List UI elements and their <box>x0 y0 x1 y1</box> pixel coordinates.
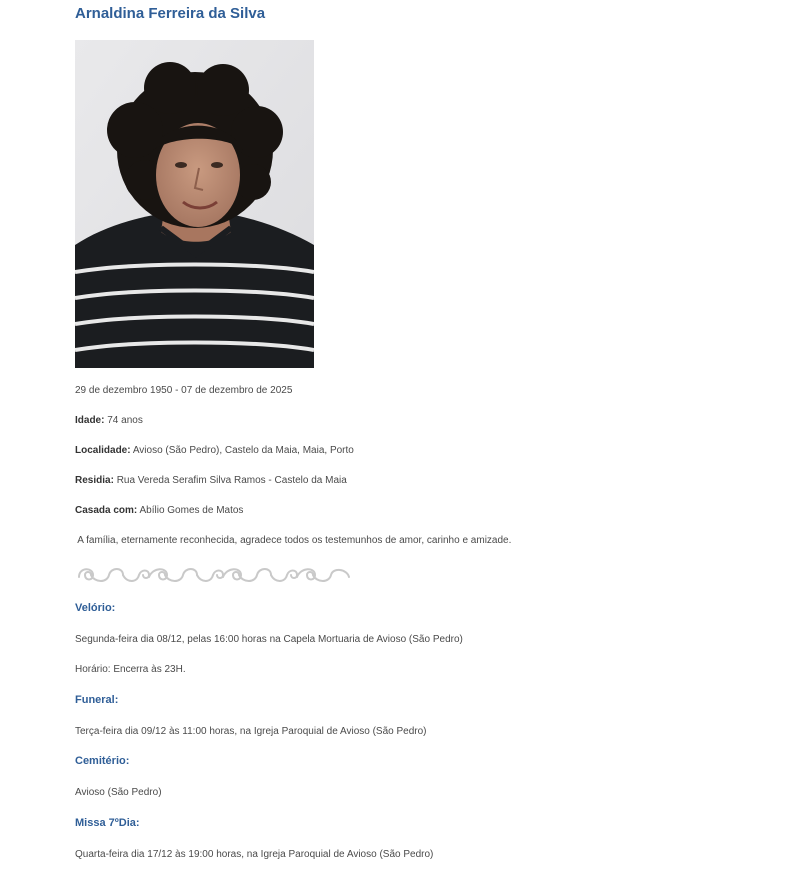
missa-heading: Missa 7ºDia: <box>75 817 140 829</box>
locality-label: Localidade: <box>75 445 131 456</box>
age-label: Idade: <box>75 415 105 426</box>
spouse-value: Abílio Gomes de Matos <box>139 505 244 516</box>
velorio-heading: Velório: <box>75 602 116 614</box>
residence-row <box>75 475 347 487</box>
spouse-label: Casada com: <box>75 505 138 516</box>
decorative-divider-icon <box>75 563 353 587</box>
funeral-details: Terça-feira dia 09/12 às 11:00 horas, na Igreja Paroquial de Avioso (São Pedro) <box>75 726 427 737</box>
life-dates: 29 de dezembro 1950 - 07 de dezembro de 2025 <box>75 385 293 396</box>
funeral-heading: Funeral: <box>75 694 119 706</box>
portrait-photo <box>75 40 314 368</box>
age-value: 74 anos <box>107 415 143 426</box>
cemiterio-details: Avioso (São Pedro) <box>75 787 162 798</box>
locality-value: Avioso (São Pedro), Castelo da Maia, Maia, Porto <box>132 445 354 456</box>
residence-label: Residia: <box>75 475 114 486</box>
spouse-row <box>75 505 243 517</box>
velorio-details: Segunda-feira dia 08/12, pelas 16:00 horas na Capela Mortuaria de Avioso (São Pedro) <box>75 634 463 645</box>
velorio-hours: Horário: Encerra às 23H. <box>75 664 186 675</box>
cemiterio-heading: Cemitério: <box>75 755 130 767</box>
age-row <box>75 415 143 427</box>
missa-details: Quarta-feira dia 17/12 às 19:00 horas, na Igreja Paroquial de Avioso (São Pedro) <box>75 849 434 860</box>
person-name-title: Arnaldina Ferreira da Silva <box>75 5 266 22</box>
locality-row <box>75 445 354 457</box>
residence-value: Rua Vereda Serafim Silva Ramos - Castelo da Maia <box>116 475 347 486</box>
family-thanks: A família, eternamente reconhecida, agradece todos os testemunhos de amor, carinho e amizade. <box>75 535 512 546</box>
